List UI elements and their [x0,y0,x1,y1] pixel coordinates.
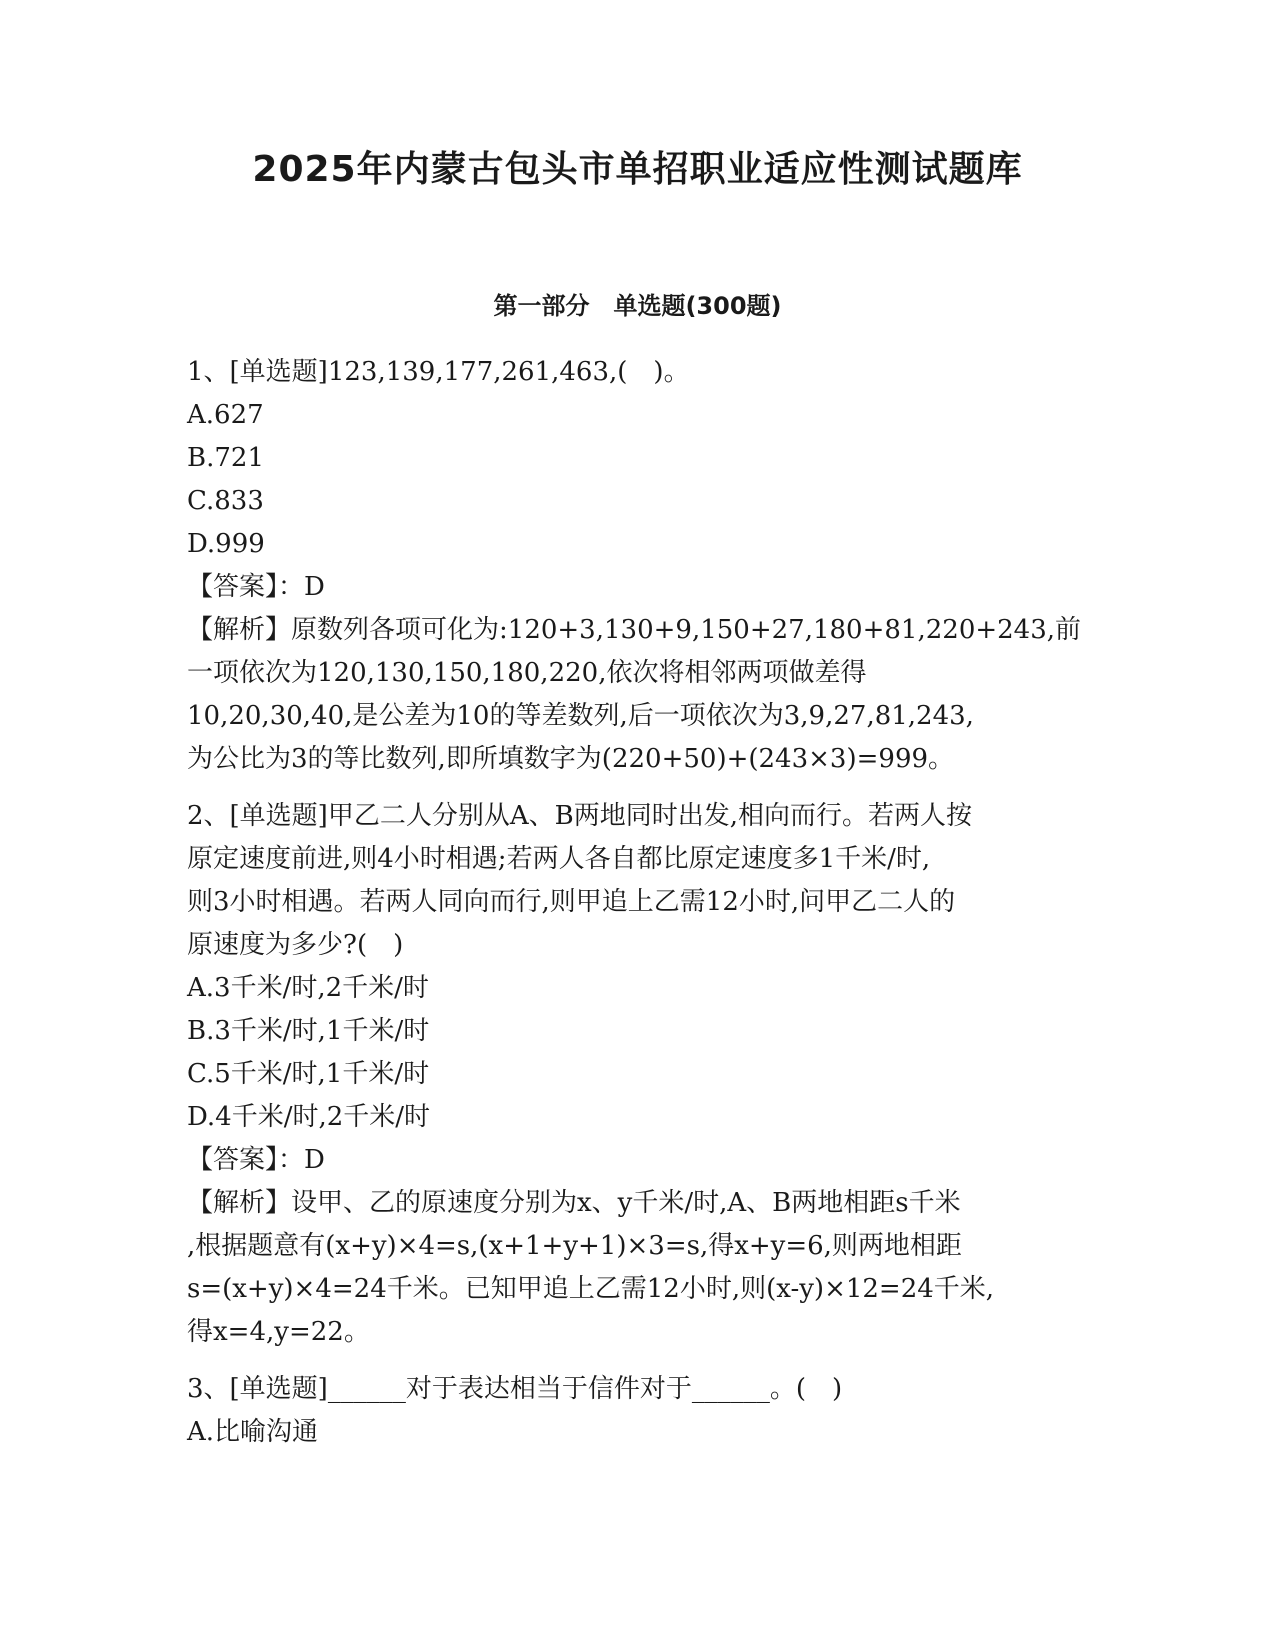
option-d: D.999 [187,529,265,559]
question-2 [187,795,1087,1354]
answer-label: 【答案】： [187,572,305,602]
answer-value: D [304,1145,325,1175]
question-3 [187,1368,1087,1454]
answer-line [187,566,1087,609]
analysis-label: 【解析】 [187,615,292,645]
question-stem-line: 3、[单选题]______对于表达相当于信件对于______。( ) [187,1374,843,1404]
question-stem-line: 原速度为多少?( ) [187,930,404,960]
option-a: A.比喻沟通 [187,1417,319,1447]
question-1 [187,351,1087,781]
question-stem-line: 原定速度前进,则4小时相遇;若两人各自都比原定速度多1千米/时, [187,844,931,874]
question-gap [187,781,1087,795]
option-a: A.3千米/时,2千米/时 [187,973,429,1003]
answer-line [187,1139,1087,1182]
option-b: B.3千米/时,1千米/时 [187,1016,430,1046]
option-b: B.721 [187,443,264,473]
question-gap [187,1354,1087,1368]
analysis-line: 一项依次为120,130,150,180,220,依次将相邻两项做差得 [187,658,867,688]
option-c: C.833 [187,486,264,516]
analysis-text: 设甲、乙的原速度分别为x、y千米/时,A、B两地相距s千米 [291,1188,961,1218]
analysis-text: 原数列各项可化为:120+3,130+9,150+27,180+81,220+243,前 [291,615,1082,645]
analysis-line [187,609,1087,652]
option-d: D.4千米/时,2千米/时 [187,1102,431,1132]
analysis-line: 10,20,30,40,是公差为10的等差数列,后一项依次为3,9,27,81,243, [187,701,974,731]
analysis-line: ,根据题意有(x+y)×4=s,(x+1+y+1)×3=s,得x+y=6,则两地相距 [187,1231,962,1261]
answer-label: 【答案】： [187,1145,305,1175]
question-stem-line: 则3小时相遇。若两人同向而行,则甲追上乙需12小时,问甲乙二人的 [187,887,956,917]
analysis-line: s=(x+y)×4=24千米。已知甲追上乙需12小时,则(x-y)×12=24千米, [187,1274,995,1304]
analysis-line: 得x=4,y=22。 [187,1317,370,1347]
analysis-line: 为公比为3的等比数列,即所填数字为(220+50)+(243×3)=999。 [187,744,955,774]
section-title: 第一部分 单选题(300题) [493,292,782,320]
option-c: C.5千米/时,1千米/时 [187,1059,430,1089]
option-a: A.627 [187,400,264,430]
analysis-label: 【解析】 [187,1188,292,1218]
document-title: 2025年内蒙古包头市单招职业适应性测试题库 [252,149,1023,190]
question-list [187,351,1087,1454]
analysis-line [187,1182,1087,1225]
answer-value: D [304,572,325,602]
question-stem-line: 1、[单选题]123,139,177,261,463,( )。 [187,357,690,387]
question-stem-line: 2、[单选题]甲乙二人分别从A、B两地同时出发,相向而行。若两人按 [187,801,972,831]
